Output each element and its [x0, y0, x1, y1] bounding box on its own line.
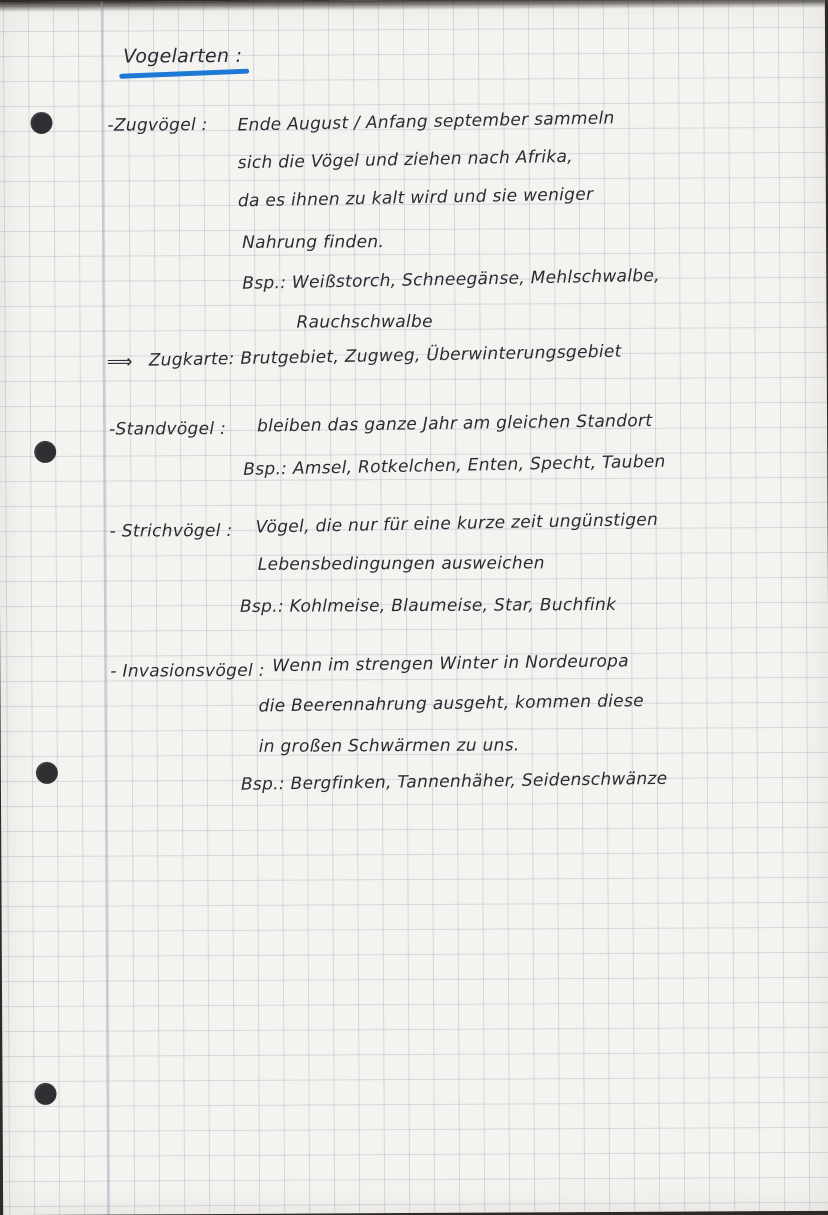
- section-heading-standvoegel: -Standvögel :: [109, 418, 227, 440]
- zugvoegel-line: sich die Vögel und ziehen nach Afrika,: [237, 146, 574, 174]
- strichvoegel-line: Vögel, die nur für eine kurze zeit ungünstigen: [255, 509, 659, 538]
- punch-hole: [34, 441, 56, 463]
- section-heading-invasionsvoegel: - Invasionsvögel :: [110, 660, 265, 682]
- section-heading-strichvoegel: - Strichvögel :: [109, 520, 233, 542]
- strichvoegel-line: Lebensbedingungen ausweichen: [257, 553, 545, 575]
- zugkarte-line: Zugkarte: Brutgebiet, Zugweg, Überwinterungsgebiet: [148, 341, 622, 371]
- zugvoegel-line: Ende August / Anfang september sammeln: [237, 108, 615, 136]
- zugvoegel-line: da es ihnen zu kalt wird und sie weniger: [237, 184, 594, 212]
- margin-line: [101, 2, 109, 1215]
- zugvoegel-example: Rauchschwalbe: [296, 311, 433, 333]
- zugvoegel-line: Nahrung finden.: [242, 232, 385, 253]
- invasionsvoegel-line: in großen Schwärmen zu uns.: [258, 735, 520, 757]
- arrow-icon: ⟹: [106, 351, 133, 373]
- page-top-edge: [0, 0, 825, 12]
- strichvoegel-example: Bsp.: Kohlmeise, Blaumeise, Star, Buchfink: [239, 594, 617, 617]
- invasionsvoegel-line: die Beerennahrung ausgeht, kommen diese: [258, 691, 645, 717]
- standvoegel-example: Bsp.: Amsel, Rotkelchen, Enten, Specht, Tauben: [243, 451, 666, 480]
- invasionsvoegel-line: Wenn im strengen Winter in Nordeuropa: [272, 651, 630, 677]
- punch-hole: [36, 762, 58, 784]
- punch-hole: [34, 1083, 56, 1105]
- page-title: Vogelarten :: [123, 44, 243, 68]
- section-heading-zugvoegel: -Zugvögel :: [107, 115, 208, 136]
- punch-hole: [30, 112, 52, 134]
- invasionsvoegel-example: Bsp.: Bergfinken, Tannenhäher, Seidenschwänze: [240, 768, 668, 795]
- zugvoegel-example: Bsp.: Weißstorch, Schneegänse, Mehlschwalbe,: [242, 265, 661, 294]
- title-underline: [119, 69, 249, 79]
- standvoegel-line: bleiben das ganze Jahr am gleichen Standort: [256, 411, 653, 437]
